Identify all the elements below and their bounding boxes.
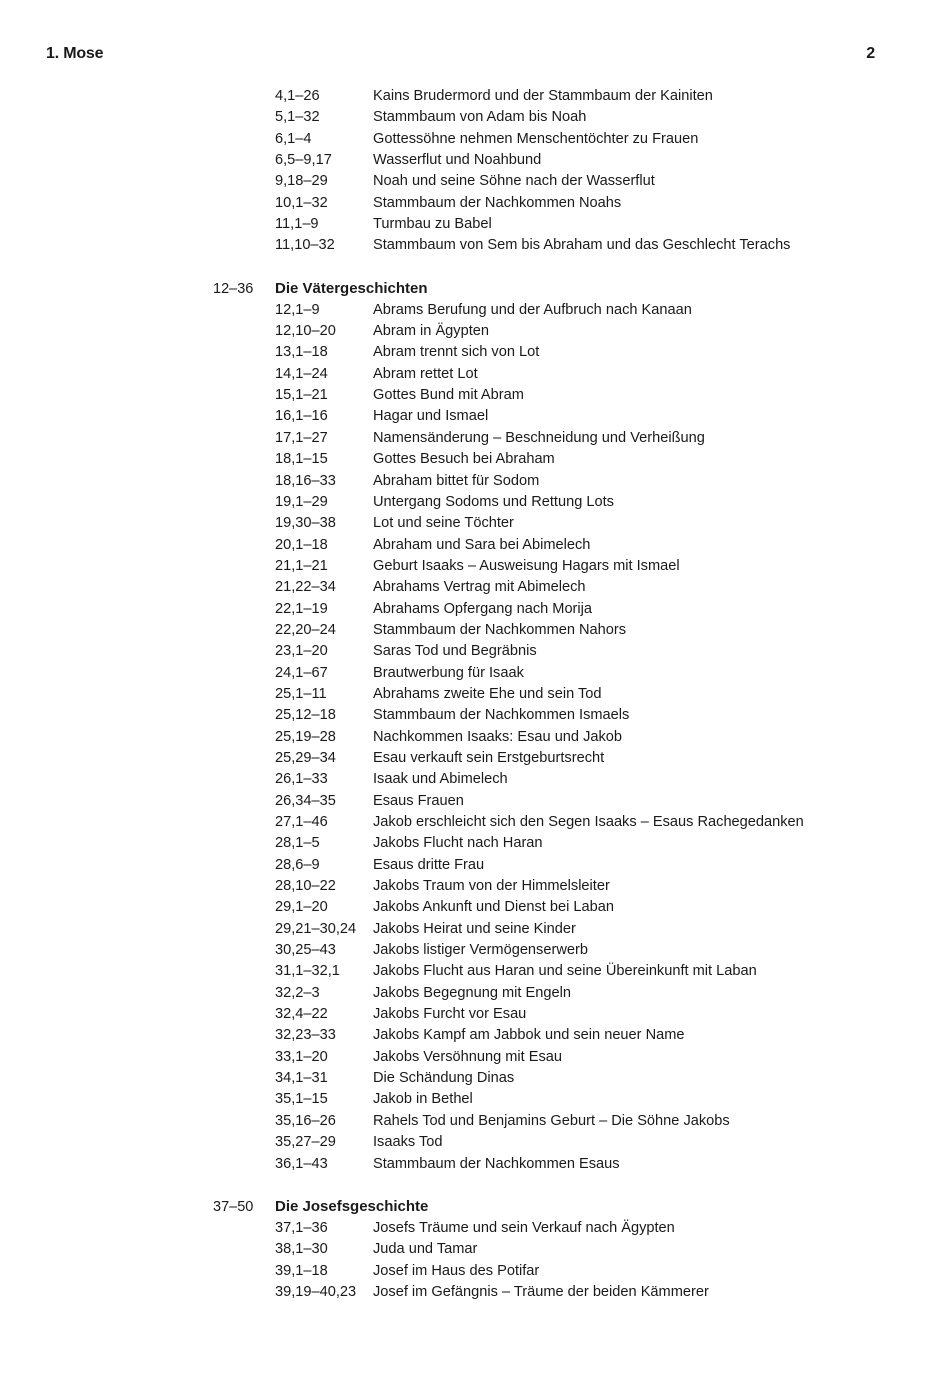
toc-entry <box>0 1218 945 1239</box>
entry-title: Josef im Haus des Potifar <box>373 1262 540 1279</box>
toc-entry <box>0 620 945 641</box>
entry-reference: 13,1–18 <box>275 344 328 361</box>
entry-title: Abram trennt sich von Lot <box>373 344 540 361</box>
entry-title: Stammbaum von Adam bis Noah <box>373 109 587 126</box>
entry-title: Esau verkauft sein Erstgeburtsrecht <box>373 749 605 766</box>
toc-entry <box>0 129 945 150</box>
entry-title: Jakobs Flucht nach Haran <box>373 835 543 852</box>
entry-title: Die Schändung Dinas <box>373 1070 515 1087</box>
entry-title: Stammbaum der Nachkommen Ismaels <box>373 707 630 724</box>
entry-reference: 33,1–20 <box>275 1048 328 1065</box>
toc-entry <box>0 535 945 556</box>
entry-title: Jakob erschleicht sich den Segen Isaaks – Esaus Rachegedanken <box>373 814 804 830</box>
entry-title: Namensänderung – Beschneidung und Verheißung <box>373 429 705 446</box>
entry-reference: 25,19–28 <box>275 728 336 745</box>
entry-title: Turmbau zu Babel <box>373 216 492 233</box>
entry-title: Abrahams zweite Ehe und sein Tod <box>373 685 602 702</box>
entry-reference: 39,19–40,23 <box>275 1283 357 1300</box>
entry-reference: 15,1–21 <box>275 387 328 404</box>
toc-entry <box>0 1047 945 1068</box>
entry-title: Jakobs Kampf am Jabbok und sein neuer Name <box>373 1027 685 1044</box>
entry-title: Jakobs listiger Vermögenserwerb <box>373 942 588 959</box>
toc-entry <box>0 513 945 534</box>
entry-reference: 26,34–35 <box>275 792 336 809</box>
section-title: Die Josefsgeschichte <box>275 1197 429 1215</box>
toc-entry <box>0 1282 945 1303</box>
entry-reference: 21,22–34 <box>275 579 336 596</box>
entry-title: Esaus Frauen <box>373 792 464 809</box>
entry-title: Noah und seine Söhne nach der Wasserflut <box>373 173 655 190</box>
entry-title: Rahels Tod und Benjamins Geburt – Die Söhne Jakobs <box>373 1112 730 1129</box>
entry-reference: 5,1–32 <box>275 109 320 126</box>
toc-entry <box>0 471 945 492</box>
entry-title: Jakobs Begegnung mit Engeln <box>373 984 571 1001</box>
entry-title: Abrahams Vertrag mit Abimelech <box>373 579 586 596</box>
entry-title: Jakobs Ankunft und Dienst bei Laban <box>373 899 614 916</box>
entry-reference: 32,4–22 <box>275 1006 328 1023</box>
toc-entry <box>0 705 945 726</box>
toc-section <box>0 86 945 257</box>
entry-reference: 35,1–15 <box>275 1091 328 1108</box>
toc-entry <box>0 428 945 449</box>
entry-title: Gottessöhne nehmen Menschentöchter zu Frauen <box>373 130 699 147</box>
entry-reference: 38,1–30 <box>275 1241 328 1258</box>
entry-reference: 12,1–9 <box>275 301 320 318</box>
entry-reference: 35,16–26 <box>275 1112 336 1129</box>
toc-entry <box>0 364 945 385</box>
entry-title: Abraham bittet für Sodom <box>373 472 540 489</box>
entry-title: Abrams Berufung und der Aufbruch nach Kanaan <box>373 301 692 318</box>
toc-entry <box>0 983 945 1004</box>
entry-reference: 32,2–3 <box>275 984 320 1001</box>
entry-reference: 19,30–38 <box>275 515 336 532</box>
toc-entry <box>0 556 945 577</box>
entry-reference: 11,1–9 <box>275 216 319 233</box>
toc-entry <box>0 385 945 406</box>
toc-entry <box>0 492 945 513</box>
toc-entry <box>0 214 945 235</box>
entry-title: Jakobs Flucht aus Haran und seine Übereinkunft mit Laban <box>373 963 757 980</box>
toc-entry <box>0 300 945 321</box>
entry-title: Stammbaum von Sem bis Abraham und das Geschlecht Terachs <box>373 237 791 254</box>
page-header <box>46 45 875 63</box>
entry-title: Isaaks Tod <box>373 1134 443 1151</box>
entry-reference: 24,1–67 <box>275 664 328 681</box>
toc-entry <box>0 791 945 812</box>
entry-reference: 14,1–24 <box>275 365 328 382</box>
entry-reference: 37,1–36 <box>275 1219 328 1236</box>
entry-title: Saras Tod und Begräbnis <box>373 643 537 660</box>
toc-section <box>0 278 945 1175</box>
toc-entry <box>0 1154 945 1175</box>
entry-title: Hagar und Ismael <box>373 408 489 425</box>
entry-title: Stammbaum der Nachkommen Nahors <box>373 621 627 638</box>
toc-entry <box>0 769 945 790</box>
toc-entry <box>0 1089 945 1110</box>
toc-entry <box>0 193 945 214</box>
section-title: Die Vätergeschichten <box>275 279 428 297</box>
entry-title: Jakobs Traum von der Himmelsleiter <box>373 878 610 895</box>
entry-reference: 25,1–11 <box>275 685 327 702</box>
entry-title: Jakobs Furcht vor Esau <box>373 1006 527 1023</box>
section-heading <box>0 278 945 300</box>
toc-section <box>0 1196 945 1303</box>
toc-entry <box>0 855 945 876</box>
entry-title: Isaak und Abimelech <box>373 771 508 788</box>
toc-entry <box>0 748 945 769</box>
toc-entry <box>0 1132 945 1153</box>
toc-entry <box>0 171 945 192</box>
entry-title: Gottes Besuch bei Abraham <box>373 451 555 468</box>
toc-entry <box>0 919 945 940</box>
entry-reference: 22,1–19 <box>275 600 328 617</box>
toc-entry <box>0 940 945 961</box>
entry-title: Stammbaum der Nachkommen Esaus <box>373 1155 620 1172</box>
entry-reference: 22,20–24 <box>275 621 336 638</box>
toc-entry <box>0 1261 945 1282</box>
entry-reference: 12,10–20 <box>275 323 336 340</box>
toc-entry <box>0 150 945 171</box>
entry-title: Kains Brudermord und der Stammbaum der Kainiten <box>373 88 713 104</box>
entry-reference: 30,25–43 <box>275 942 336 959</box>
entry-reference: 4,1–26 <box>275 88 320 104</box>
entry-title: Untergang Sodoms und Rettung Lots <box>373 493 614 510</box>
entry-title: Jakobs Heirat und seine Kinder <box>373 920 576 937</box>
entry-reference: 25,12–18 <box>275 707 336 724</box>
entry-title: Esaus dritte Frau <box>373 856 485 873</box>
toc-entry <box>0 235 945 256</box>
entry-reference: 28,6–9 <box>275 856 320 873</box>
entry-reference: 39,1–18 <box>275 1262 328 1279</box>
toc-entry <box>0 727 945 748</box>
entry-title: Abrahams Opfergang nach Morija <box>373 600 593 617</box>
entry-reference: 9,18–29 <box>275 173 328 190</box>
toc-entry <box>0 1004 945 1025</box>
entry-title: Abraham und Sara bei Abimelech <box>373 536 591 553</box>
entry-reference: 11,10–32 <box>275 237 335 254</box>
entry-reference: 31,1–32,1 <box>275 963 340 980</box>
toc-entry <box>0 577 945 598</box>
section-range: 12–36 <box>213 280 254 297</box>
entry-reference: 16,1–16 <box>275 408 328 425</box>
section-heading <box>0 1196 945 1218</box>
toc-entry <box>0 342 945 363</box>
book-title: 1. Mose <box>46 45 104 62</box>
entry-title: Nachkommen Isaaks: Esau und Jakob <box>373 728 623 745</box>
entry-title: Geburt Isaaks – Ausweisung Hagars mit Ismael <box>373 557 680 574</box>
toc-entry <box>0 1111 945 1132</box>
entry-reference: 18,16–33 <box>275 472 336 489</box>
toc-entry <box>0 321 945 342</box>
entry-reference: 20,1–18 <box>275 536 328 553</box>
toc-entry <box>0 876 945 897</box>
entry-reference: 25,29–34 <box>275 749 336 766</box>
toc-entry <box>0 1239 945 1260</box>
toc-entry <box>0 1025 945 1046</box>
page-number: 2 <box>866 45 875 62</box>
toc-entry <box>0 663 945 684</box>
toc-entry <box>0 812 945 833</box>
toc-entry <box>0 406 945 427</box>
toc-entry <box>0 1068 945 1089</box>
entry-title: Jakobs Versöhnung mit Esau <box>373 1048 563 1065</box>
entry-title: Lot und seine Töchter <box>373 515 514 532</box>
section-range: 37–50 <box>213 1198 254 1215</box>
entry-title: Stammbaum der Nachkommen Noahs <box>373 194 622 211</box>
entry-reference: 29,1–20 <box>275 899 328 916</box>
entry-reference: 18,1–15 <box>275 451 328 468</box>
entry-title: Josefs Träume und sein Verkauf nach Ägypten <box>373 1219 675 1236</box>
entry-reference: 10,1–32 <box>275 194 328 211</box>
entry-reference: 26,1–33 <box>275 771 328 788</box>
toc-entry <box>0 833 945 854</box>
toc-entry <box>0 641 945 662</box>
toc-entry <box>0 107 945 128</box>
entry-title: Josef im Gefängnis – Träume der beiden Kämmerer <box>373 1283 709 1300</box>
entry-title: Jakob in Bethel <box>373 1091 473 1108</box>
entry-reference: 35,27–29 <box>275 1134 336 1151</box>
entry-reference: 36,1–43 <box>275 1155 328 1172</box>
toc-entry <box>0 897 945 918</box>
toc-entry <box>0 684 945 705</box>
entry-title: Gottes Bund mit Abram <box>373 387 524 404</box>
toc-entry <box>0 449 945 470</box>
entry-title: Abram rettet Lot <box>373 365 478 382</box>
entry-reference: 34,1–31 <box>275 1070 328 1087</box>
entry-reference: 19,1–29 <box>275 493 328 510</box>
table-of-contents <box>0 86 945 1303</box>
toc-entry <box>0 599 945 620</box>
entry-reference: 6,1–4 <box>275 130 312 147</box>
entry-title: Juda und Tamar <box>373 1241 478 1258</box>
entry-reference: 23,1–20 <box>275 643 328 660</box>
entry-title: Wasserflut und Noahbund <box>373 152 542 169</box>
entry-reference: 17,1–27 <box>275 429 328 446</box>
entry-title: Abram in Ägypten <box>373 323 490 340</box>
entry-reference: 29,21–30,24 <box>275 920 357 937</box>
entry-reference: 32,23–33 <box>275 1027 336 1044</box>
entry-reference: 21,1–21 <box>275 557 328 574</box>
toc-entry <box>0 961 945 982</box>
entry-reference: 27,1–46 <box>275 814 328 830</box>
entry-reference: 28,1–5 <box>275 835 320 852</box>
entry-title: Brautwerbung für Isaak <box>373 664 524 681</box>
entry-reference: 28,10–22 <box>275 878 336 895</box>
toc-entry <box>0 86 945 107</box>
entry-reference: 6,5–9,17 <box>275 152 332 169</box>
